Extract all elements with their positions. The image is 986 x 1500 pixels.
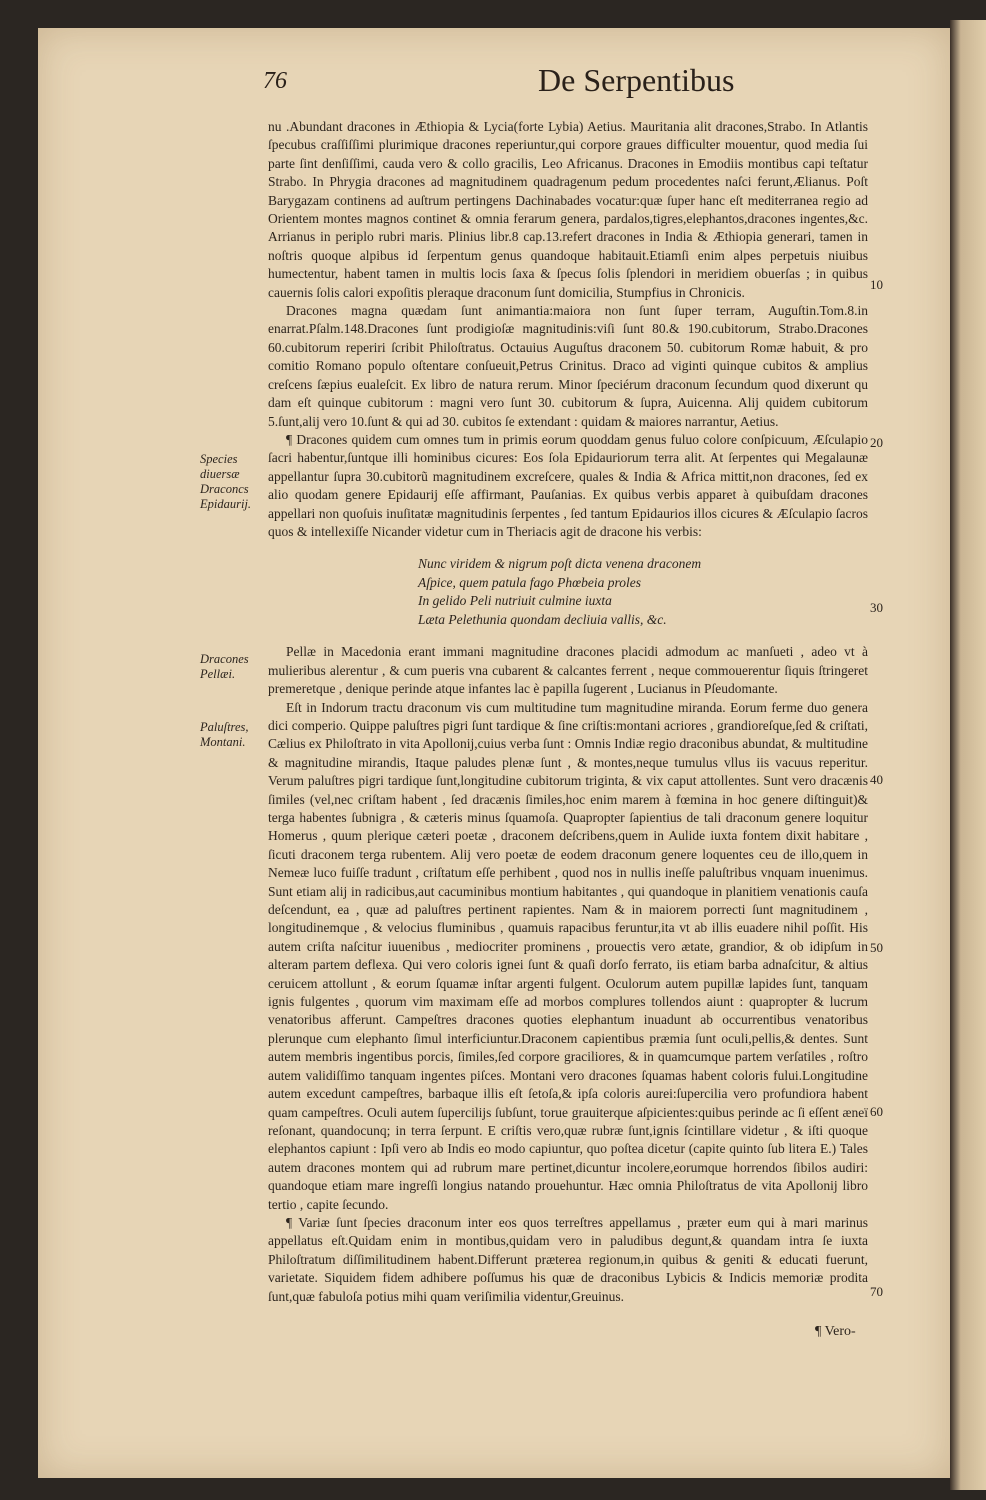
paragraph: ¶ Variæ ſunt ſpecies draconum inter eos quos terreſtres appellamus , præter eum qui à mari marinus appellatus eſt.Quidam enim in montibus,quidam vero in paludibus degunt,& quandam intra ſe iuxta Philoſtratum diſſimilitudinem habent.Differunt præterea regionum,in quibus & geniti & educati fuerunt, varietate. Siquidem fidem adhibere poſſumus his quæ de draconibus Lybicis & Indicis memoriæ prodita ſunt,quæ fabuloſa potius mihi quam veriſimilia videntur,Greuinus.	[268, 1214, 868, 1304]
paragraph: ¶ Dracones quidem cum omnes tum in primis eorum quoddam genus fuluo colore conſpicuum, Æſculapio ſacri habentur,ſuntque illi hominibus cicures: Eos ſola Epidauriorum terra alit. At ſerpentes qui Megalaunæ appellantur ſupra 30.cubitorũ magnitudinem excreſcere, quales & India & Africa mittit,non dracones, ſed ex alio quodam genere Epidaurij eſſe affirmant, Pauſanias. Ex quibus verbis apparet à quibuſdam dracones appellari non quoſuis inuſitatæ magnitudinis ſerpentes , ſed tantum Epidaurios illos cicures & Æſculapio ſacros quos & intellexiſſe Nicander videtur cum in Theriacis agit de dracone his verbis:	[268, 431, 868, 539]
paragraph: Eſt in Indorum tractu draconum vis cum multitudine tum magnitudine miranda. Eorum ferme duo genera dici comperio. Quippe paluſtres pigri ſunt tardique & ſine criſtis:montani acriores , grandioreſque,ſed & criſtati, Cælius ex Philoſtrato in vita Apollonij,cuius verba ſunt : Omnis Indiæ regio draconibus abundat, & multitudine & magnitudine mirandis, Itaque paludes plenæ ſunt , & montes,neque tumulus vllus iis vacuus reperitur. Verum paluſtres pigri tardique ſunt,longitudine cubitorum triginta, & vix caput attollentes. Sunt vero dracænis ſimiles (vel,nec criſtam habent , ſed dracænis ſimiles,hoc enim marem à fœmina in hoc genere diſtinguit)& terga habentes ſubnigra , & cæteris minus ſquamoſa. Quapropter ſapientius de tali draconum genere loquitur Homerus , quum plerique cæteri poetæ , draconem deſcribens,quem in Aulide iuxta fontem dixit habitare , ſicuti draconem terga rubentem. Alij vero poetæ de eodem draconum genere loquentes ceu de illo,quem in Nemeæ luco fuiſſe tradunt , criſtatum eſſe perhibent , quod nos in nullis ineſſe paluſtribus vnquam inuenimus. Sunt etiam alij in radicibus,aut cacuminibus montium habitantes , qui quandoque in planitiem venationis cauſa deſcendunt, ea , quæ ad paluſtres pertinent rapientes. Nam & in maiorem porrecti ſunt magnitudinem , longitudinemque , & velocius fluminibus , quamuis rapacibus feruntur,ita vt ab illis euadere nihil poſſit. His autem criſta naſcitur iuuenibus , mediocriter prominens , prouectis vero ætate, grandior, & ob idipſum in alteram partem deflexa. Qui vero coloris ignei ſunt & quaſi dorſo ferrato, iis etiam barba adnaſcitur, & altius ceruicem attollunt , & eorum ſquamæ inſtar argenti fulgent. Oculorum autem pupillæ lapides ſunt, tanquam ignis fulgentes , quorum vim maximam eſſe ad morbos complures tollendos aiunt : quapropter & lucrum venatoribus afferunt. Campeſtres dracones quoties elephantum inuadunt ab occurrentibus venatoribus plerunque cum elephanto ſimul interficiuntur.Draconem capientibus præmia ſunt oculi,pellis,& dentes. Sunt autem membris ingentibus porcis, ſimiles,ſed corpore graciliores, & in quamcumque partem verſatiles , roſtro autem validiſſimo tanquam ingentes piſces. Montani vero dracones ſquamas habent coloris fului.Longitudine autem excedunt campeſtres, barbaque illis eſt ſetoſa,& ipſa coloris aurei:ſupercilia vero profundiora habent quam campeſtres. Oculi autem ſupercilijs ſubſunt, torue grauiterque aſpicientes:quibus perinde ac ſi eſſent æneï reſonant, quandocunq; in terra ſerpunt. E criſtis vero,quæ rubræ ſunt,ignis ſcintillare videtur , & iſti quoque elephantos capiunt : Ipſi vero ab Indis eo modo capiuntur, quo poſtea dicetur (capite quinto ſub litera E.) Tales autem dracones montem qui ad rubrum mare pertinet,dicuntur incolere,eorumque horrendos ſibilos audiri: quandoque etiam mare ingreſſi longius natando prouehuntur. Hæc omnia Philoſtratus de vita Apollonij libro tertio , capite ſecundo.	[268, 699, 868, 1212]
catchword: ¶ Vero-	[815, 1324, 856, 1339]
facing-page-edge	[950, 20, 986, 1490]
verse-line: In gelido Peli nutriuit culmine iuxta	[418, 593, 612, 609]
verse-quotation	[418, 555, 868, 629]
margin-note: Paluſtres, Montani.	[200, 720, 249, 749]
margin-note: Species diuersæ Draconcs Epidaurij.	[200, 452, 252, 511]
paragraph: Pellæ in Macedonia erant immani magnitudine dracones placidi admodum ac manſueti , adeo vt à mulieribus alerentur , & cum pueris vna cubarent & calcantes ferrent , neque commouerentur ſiquis ſtringeret premeretque , denique perinde atque infantes lac è papilla ſugerent , Lucianus in Pſeudomante.	[268, 644, 868, 697]
line-number: 50	[870, 940, 883, 955]
line-number: 20	[870, 435, 883, 450]
paragraph: nu .Abundant dracones in Æthiopia & Lycia(forte Lybia) Aetius. Mauritania alit dracones,Strabo. In Atlantis ſpecubus craſſiſſimi plurimique dracones reperiuntur,qui corpore graues difficulter mouentur, quod media ſui parte ſint denſiſſimi, cauda vero & collo gracilis, Leo Africanus. Dracones in Emodiis montibus capi teſtatur Strabo. In Phrygia dracones ad magnitudinem quadragenum pedum procedentes naſci ferunt,Ælianus. Poſt Barygazam continens ad auſtrum pertingens Dachinabades vocatur:quæ ſuper hanc eſt mediterranea regio ad Orientem montes magnos continet & omnia ferarum genera, pardalos,tigres,elephantos,dracones ingentes,&c. Arrianus in periplo rubri maris. Plinius libr.8 cap.13.refert dracones in India & Æthiopia generari, tamen in noſtris quoque alpibus id ſerpentum genus quandoque habitauit.Etiamſi enim alpes perpetuis niuibus humectentur, habent tamen in multis locis ſaxa & ſpecus ſolis ſplendori in meridiem obuerſas ; in quibus cauernis ſolis calori expoſitis pleraque draconum ſunt domicilia, Stumpfius in Chronicis.	[268, 119, 868, 300]
line-number: 10	[870, 277, 883, 292]
running-title: De Serpentibus	[538, 62, 735, 98]
verse-line: Aſpice, quem patula fago Phœbeia proles	[418, 574, 641, 590]
verse-line: Læta Pelethunia quondam decliuia vallis, &c.	[418, 611, 667, 627]
line-number: 40	[870, 772, 883, 787]
main-text	[268, 118, 868, 1306]
paragraph: Dracones magna quædam ſunt animantia:maiora non ſunt ſuper terram, Auguſtin.Tom.8.in enarrat.Pſalm.148.Dracones ſunt prodigioſæ magnitudinis:viſi ſunt 80.& 190.cubitorum, Strabo.Dracones 60.cubitorum reperiri ſcribit Philoſtratus. Octauius Auguſtus draconem 50. cubitorum Romæ habuit, & pro comitio Romano populo oſtentare conſueuit,Petrus Crinitus. Draco ad viginti quinque cubitos & amplius creſcens ſæpius eualeſcit. Ex libro de natura rerum. Minor ſpeciérum draconum ſecundum quod dixerunt qu dam eſt quinque cubitorum : magni vero ſunt 30. cubitorum & ſupra, Auicenna. Alij quidem cubitorum 5.ſunt,alij vero 10.ſunt & qui ad 30. cubitos ſe extendant : quidam & maiores narrantur, Aetius.	[268, 303, 868, 429]
line-number: 70	[870, 1284, 883, 1299]
margin-note: Dracones Pellæi.	[200, 652, 249, 681]
verse-line: Nunc viridem & nigrum poſt dicta venena draconem	[418, 556, 702, 572]
line-number: 30	[870, 600, 883, 615]
page-number: 76	[263, 68, 287, 94]
line-number: 60	[870, 1104, 883, 1119]
page-header	[38, 62, 950, 102]
